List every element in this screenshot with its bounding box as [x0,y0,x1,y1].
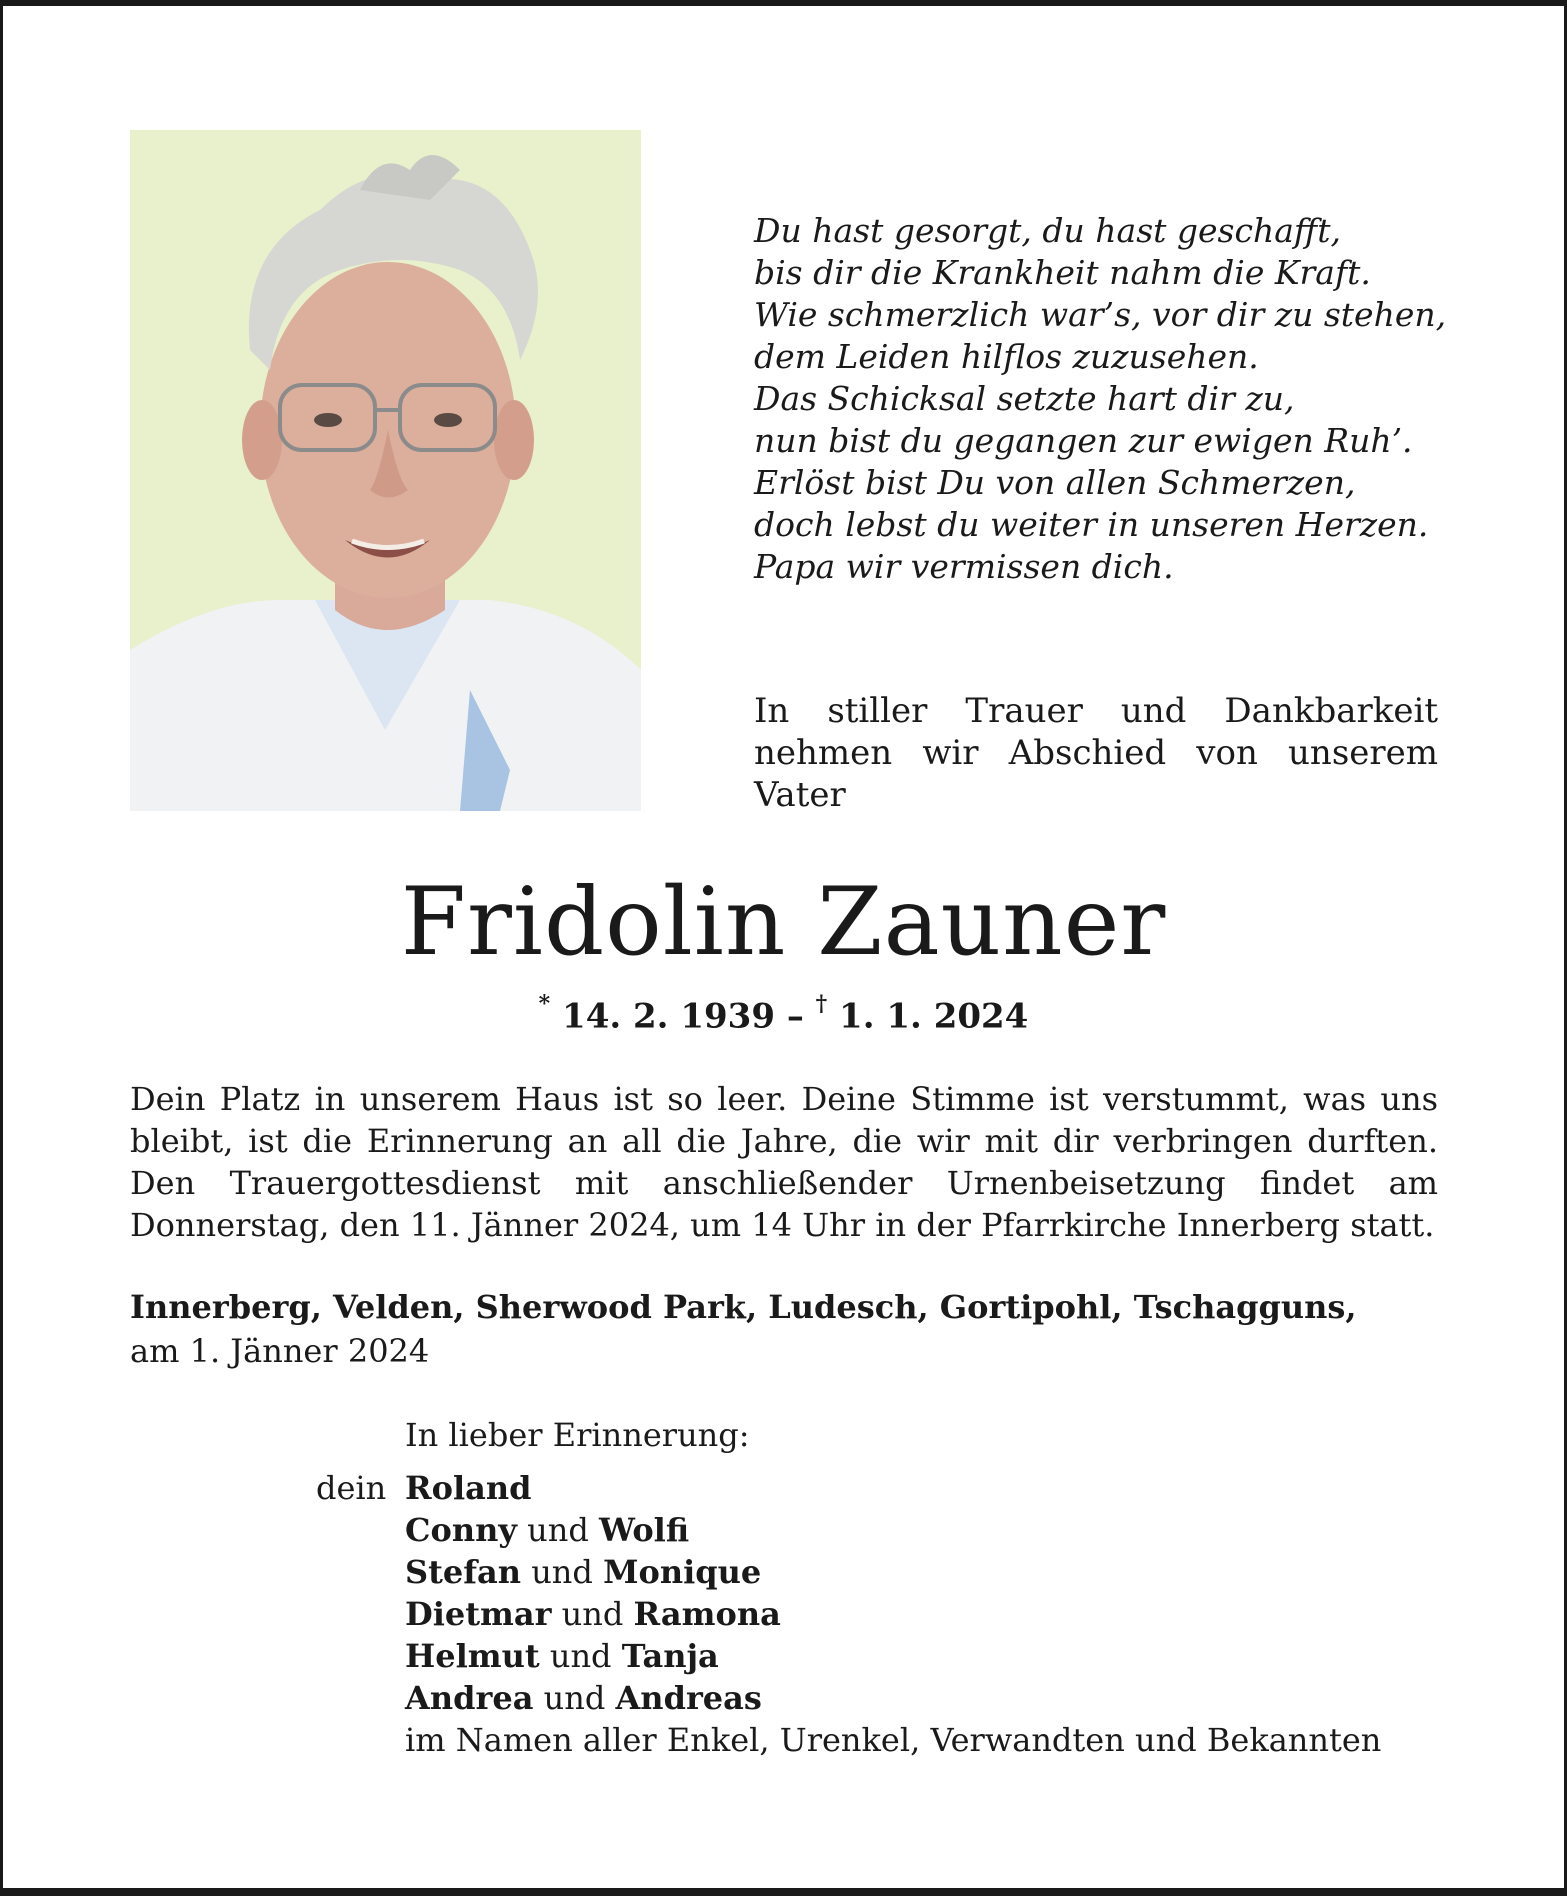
family-joiner: und [531,1553,593,1591]
family-first: Roland [405,1469,532,1507]
poem-line: Das Schicksal setzte hart dir zu, [754,379,1295,418]
birth-symbol: * [538,991,551,1017]
deceased-name: Fridolin Zauner [400,868,1167,977]
family-list [405,1467,1381,1761]
family-entry [405,1593,1381,1635]
family-first: Conny [405,1511,517,1549]
family-first: Stefan [405,1553,522,1591]
family-first: Helmut [405,1637,540,1675]
body-line: Donnerstag, den 11. Jänner 2024, um 14 Uhr in der Pfarrkirche Innerberg statt. [130,1206,1435,1244]
birth-date: 14. 2. 1939 [562,996,775,1037]
family-entry [405,1551,1381,1593]
family-entry [405,1677,1381,1719]
poem-line: Du hast gesorgt, du hast geschafft, [754,211,1342,250]
closing-line: im Namen aller Enkel, Urenkel, Verwandten und Bekannten [405,1721,1382,1759]
family-entry [405,1509,1381,1551]
body-line: Den Trauergottesdienst mit anschließender Urnenbeisetzung findet am [130,1164,1438,1202]
family-second: Monique [603,1553,762,1591]
body-text [130,1078,1438,1246]
family-joiner: und [527,1511,589,1549]
family-joiner: und [543,1679,606,1717]
life-dates [0,991,1567,1037]
family-first: Andrea [405,1679,534,1717]
poem-line: Wie schmerzlich war’s, vor dir zu stehen, [754,295,1447,334]
family-joiner: und [561,1595,624,1633]
family-first: Dietmar [405,1595,552,1633]
body-line: bleibt, ist die Erinnerung an all die Jahre, die wir mit dir verbringen durften. [130,1122,1438,1160]
poem-line: nun bist du gegangen zur ewigen Ruh’. [754,421,1413,460]
poem-line: dem Leiden hilflos zuzusehen. [754,337,1259,376]
portrait-illustration [130,130,641,811]
death-date: 1. 1. 2024 [839,996,1029,1037]
poem-line: Papa wir vermissen dich. [754,547,1174,586]
poem-line: bis dir die Krankheit nahm die Kraft. [754,253,1371,292]
portrait-photo [130,130,641,811]
family-second: Ramona [633,1595,781,1633]
poem [754,210,1454,588]
death-symbol: † [815,991,828,1017]
family-joiner: und [549,1637,612,1675]
memory-heading: In lieber Erinnerung: [405,1416,750,1454]
family-second: Wolfi [598,1511,690,1549]
family-entry [405,1635,1381,1677]
intro-text: In stiller Trauer und Dankbarkeit nehmen wir Abschied von unserem Vater [754,691,1438,815]
date-line: am 1. Jänner 2024 [130,1332,430,1370]
places: Innerberg, Velden, Sherwood Park, Ludesch, Gortipohl, Tschagguns, [130,1288,1357,1326]
family-entry [405,1467,1381,1509]
body-line: Dein Platz in unserem Haus ist so leer. Deine Stimme ist verstummt, was uns [130,1080,1438,1118]
dein-label: dein [316,1469,387,1507]
family-second: Andreas [615,1679,762,1717]
poem-line: Erlöst bist Du von allen Schmerzen, [754,463,1356,502]
family-second: Tanja [621,1637,719,1675]
date-separator: – [786,996,804,1037]
poem-line: doch lebst du weiter in unseren Herzen. [754,505,1429,544]
